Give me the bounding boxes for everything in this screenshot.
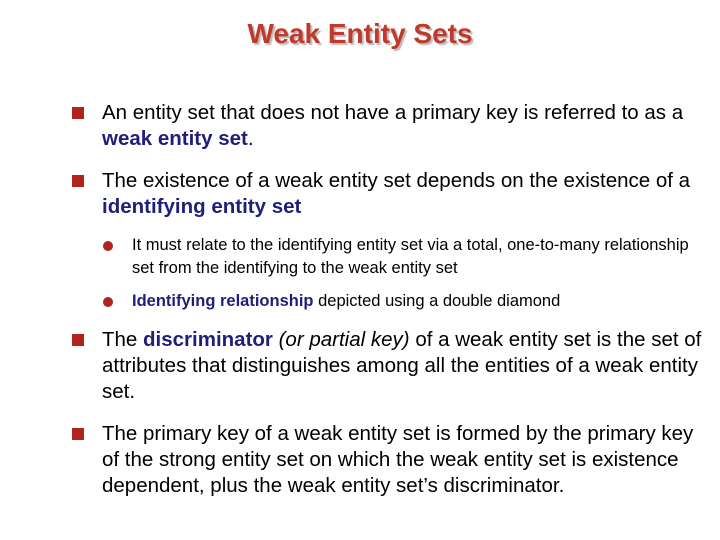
bullet-list <box>72 100 702 515</box>
term-identifying-entity-set: identifying entity set <box>102 195 302 218</box>
bullet-identifying-entity-set: The existence of a weak entity set depends on the existence of a identifying entity set <box>72 168 702 220</box>
square-bullet-icon <box>72 107 84 119</box>
sub-bullet-list <box>72 234 702 313</box>
bullet-primary-key: The primary key of a weak entity set is formed by the primary key of the strong entity set on which the weak entity set is existence dependent, plus the weak entity set’s discriminator. <box>72 421 702 499</box>
sub-bullet-total-relationship: It must relate to the identifying entity set via a total, one-to-many relationship set from the identifying to the weak entity set <box>72 234 702 280</box>
sub-bullet-double-diamond: Identifying relationship depicted using a double diamond <box>72 290 702 313</box>
term-identifying-relationship: Identifying relationship <box>132 292 314 310</box>
round-bullet-icon <box>103 297 113 307</box>
square-bullet-icon <box>72 334 84 346</box>
square-bullet-icon <box>72 175 84 187</box>
square-bullet-icon <box>72 428 84 440</box>
term-discriminator: discriminator <box>143 328 273 351</box>
bullet-discriminator: The discriminator (or partial key) of a weak entity set is the set of attributes that distinguishes among all the entities of a weak entity set. <box>72 327 702 405</box>
term-weak-entity-set: weak entity set <box>102 127 248 150</box>
bullet-weak-entity-definition: An entity set that does not have a primary key is referred to as a weak entity set. <box>72 100 702 152</box>
slide-title: Weak Entity Sets <box>247 18 473 49</box>
round-bullet-icon <box>103 241 113 251</box>
